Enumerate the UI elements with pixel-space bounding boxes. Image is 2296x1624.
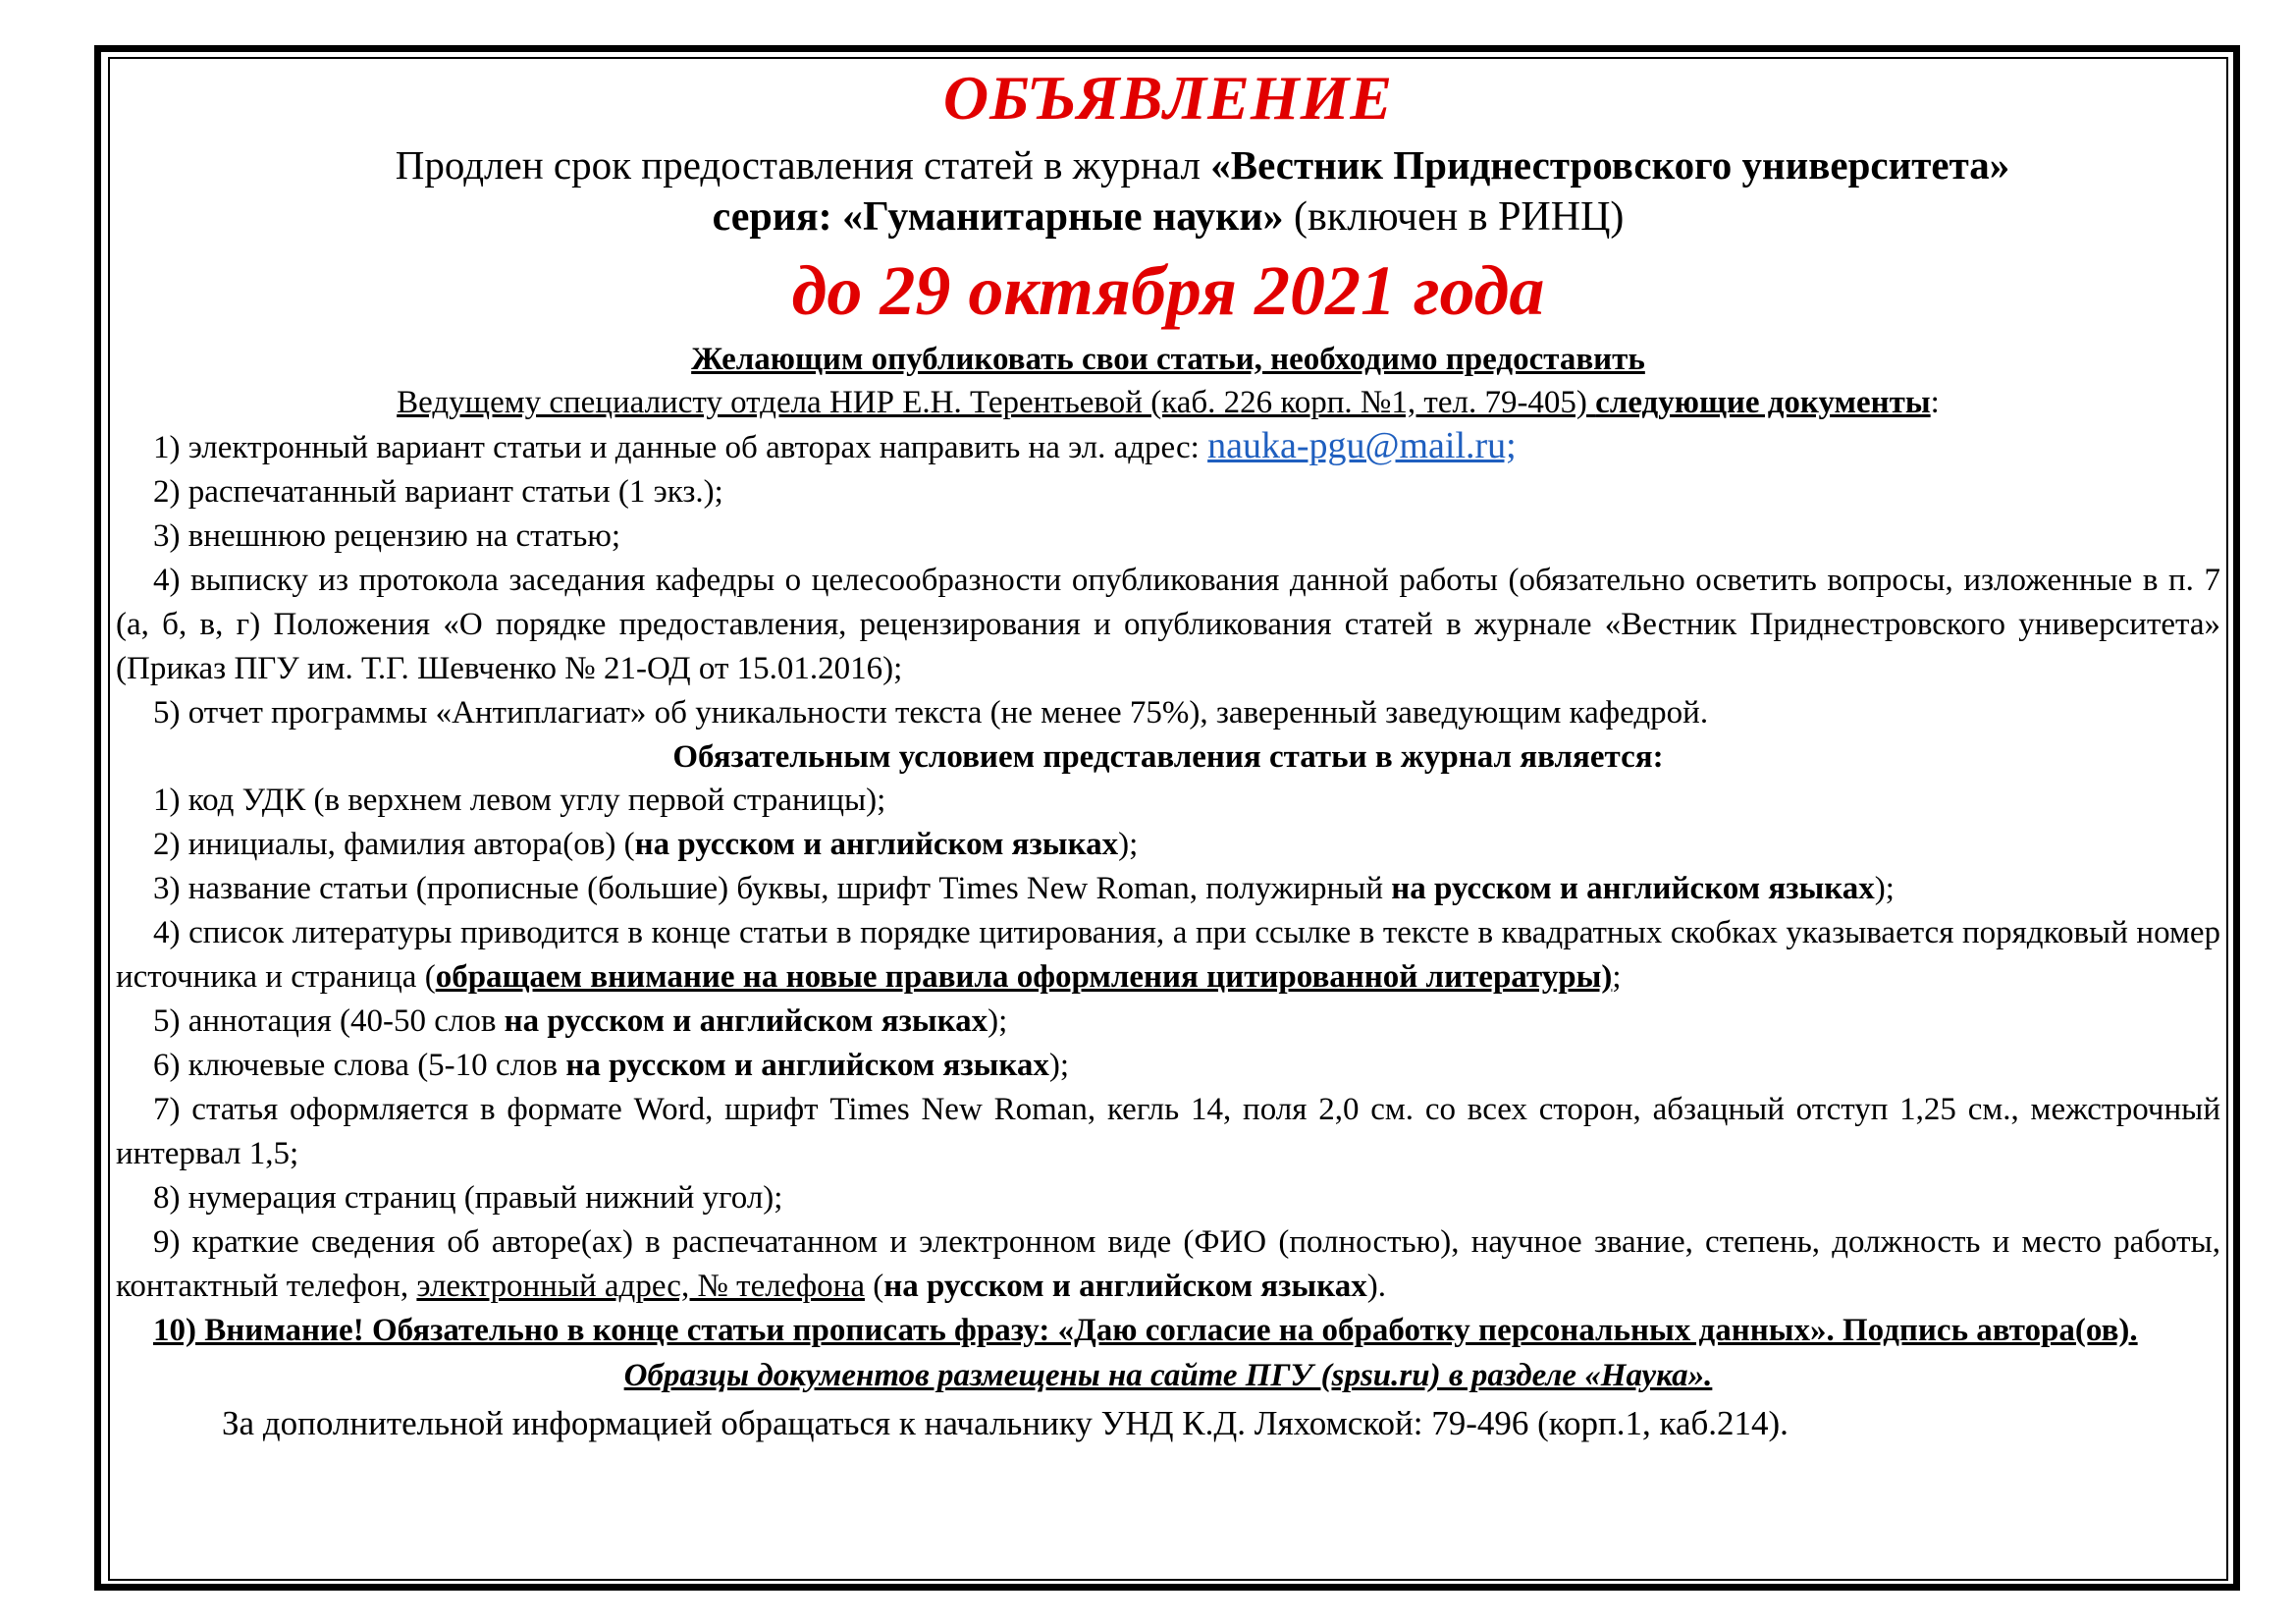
- samples-note: Образцы документов размещены на сайте ПГУ (spsu.ru) в разделе «Наука».: [623, 1358, 1713, 1393]
- requirement-6-end: );: [1048, 1048, 1070, 1083]
- series-note: (включен в РИНЦ): [1283, 194, 1625, 240]
- contact-colon: :: [1930, 385, 1940, 420]
- subtitle-text: Продлен срок предоставления статей в журнал: [395, 142, 1211, 188]
- document-item-3: 3) внешнюю рецензию на статью;: [153, 518, 621, 554]
- citation-rules-note: обращаем внимание на новые правила оформления цитированной литературы): [435, 959, 1613, 995]
- requirement-9-end: ).: [1366, 1269, 1386, 1304]
- requirement-2-text: 2) инициалы, фамилия автора(ов) (: [153, 827, 635, 862]
- requirement-6: [116, 1044, 2220, 1088]
- language-note: на русском и английском языках: [1391, 871, 1875, 906]
- requirement-6-text: 6) ключевые слова (5-10 слов: [153, 1048, 566, 1083]
- requirement-9-text: 9) краткие сведения об авторе(ах) в распечатанном и электронном виде (ФИО (полностью), научное звание, степень, должность и место работы, контактный телефон,: [116, 1224, 2220, 1304]
- email-link[interactable]: nauka-pgu@mail.ru;: [1207, 425, 1517, 466]
- contact-person: Ведущему специалисту отдела НИР Е.Н. Терентьевой (каб. 226 корп. №1, тел. 79-405): [397, 385, 1596, 420]
- subtitle-line-2: [116, 190, 2220, 244]
- requirement-5-end: );: [988, 1003, 1008, 1039]
- requirement-4-end: ;: [1612, 959, 1622, 995]
- footer-contact: За дополнительной информацией обращаться к начальнику УНД К.Д. Ляхомской: 79-496 (корп.1, каб.214).: [222, 1404, 1789, 1442]
- document-item-2: 2) распечатанный вариант статьи (1 экз.);: [153, 474, 723, 510]
- language-note: на русском и английском языках: [565, 1048, 1049, 1083]
- announcement-body: [116, 57, 2220, 1449]
- document-item-4: 4) выписку из протокола заседания кафедры о целесообразности опубликования данной работы (обязательно осветить вопросы, изложенные в п. 7 (а, б, в, г) Положения «О порядке предоставления, рецензирования и опубликования статей в журнале «Вестник Приднестровского университета» (Приказ ПГУ им. Т.Г. Шевченко № 21-ОД от 15.01.2016);: [116, 563, 2220, 686]
- document-item-1-text: 1) электронный вариант статьи и данные об авторах направить на эл. адрес:: [153, 430, 1208, 465]
- requirement-5-text: 5) аннотация (40-50 слов: [153, 1003, 505, 1039]
- language-note: на русском и английском языках: [883, 1269, 1367, 1304]
- requirement-7: 7) статья оформляется в формате Word, шрифт Times New Roman, кегль 14, поля 2,0 см. со всех сторон, абзацный отступ 1,25 см., межстрочный интервал 1,5;: [116, 1092, 2220, 1171]
- requirement-5: [116, 1000, 2220, 1044]
- requirements-header: Обязательным условием представления статьи в журнал является:: [672, 739, 1664, 775]
- language-note: на русском и английском языках: [504, 1003, 988, 1039]
- document-item-5: 5) отчет программы «Антиплагиат» об уникальности текста (не менее 75%), заверенный заведующим кафедрой.: [153, 695, 1709, 731]
- requirement-2: [116, 823, 2220, 867]
- requirement-9: [116, 1220, 2220, 1309]
- contact-details-note: электронный адрес, № телефона: [416, 1269, 865, 1304]
- journal-name: «Вестник Приднестровского университета»: [1210, 142, 2010, 188]
- requirement-4: [116, 911, 2220, 1000]
- language-note: на русском и английском языках: [634, 827, 1119, 862]
- requirement-3-end: );: [1874, 871, 1895, 906]
- requirement-2-end: );: [1118, 827, 1139, 862]
- announcement-title: ОБЪЯВЛЕНИЕ: [942, 63, 1394, 133]
- requirement-9-paren: (: [864, 1269, 884, 1304]
- requirement-8: 8) нумерация страниц (правый нижний угол);: [153, 1180, 783, 1216]
- requirement-10-consent: 10) Внимание! Обязательно в конце статьи прописать фразу: «Даю согласие на обработку персональных данных». Подпись автора(ов).: [153, 1313, 2138, 1348]
- instructions-header: Желающим опубликовать свои статьи, необходимо предоставить: [691, 342, 1645, 377]
- requirement-3: [116, 867, 2220, 911]
- requirement-3-text: 3) название статьи (прописные (большие) буквы, шрифт Times New Roman, полужирный: [153, 871, 1392, 906]
- deadline-date: до 29 октября 2021 года: [791, 251, 1545, 330]
- documents-label: следующие документы: [1595, 385, 1931, 420]
- requirement-1: 1) код УДК (в верхнем левом углу первой страницы);: [153, 783, 886, 818]
- document-item-1: [116, 424, 2220, 470]
- requirement-4-text: 4) список литературы приводится в конце статьи в порядке цитирования, а при ссылке в тексте в квадратных скобках указывается порядковый номер источника и страница (: [116, 915, 2220, 995]
- contact-line: [116, 381, 2220, 424]
- series-name: серия: «Гуманитарные науки»: [712, 194, 1284, 240]
- subtitle-line-1: [116, 139, 2220, 190]
